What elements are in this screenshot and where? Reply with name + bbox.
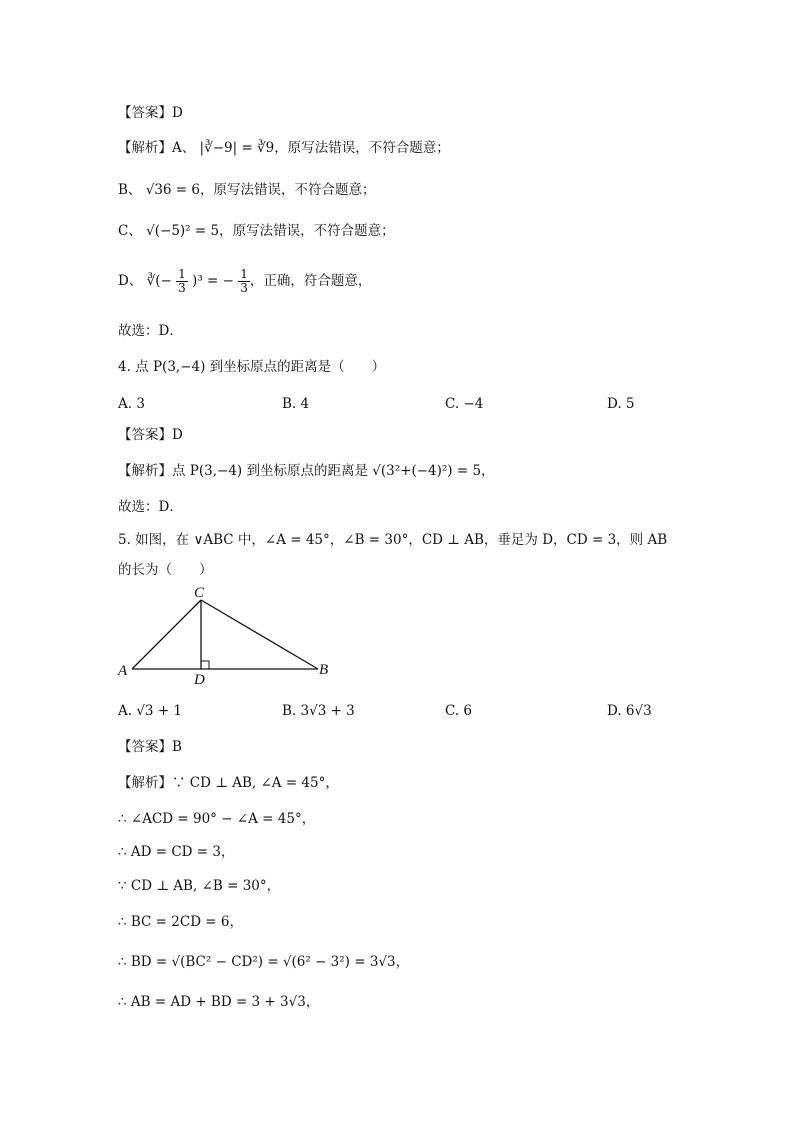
option-d-note: ，正确，符合题意， [249,273,372,289]
option-c-expression: √(−5)² = 5 [146,223,220,239]
q5-question-line2: 的长为（ ） [118,562,213,578]
right-angle-mark [201,661,209,669]
q5-step: ∴ BD = √(BC² − CD²) = √(6² − 3²) = 3√3， [118,954,410,970]
vertex-label-b: B [319,662,329,678]
option-c-label: C、 [118,223,142,239]
option-a-expression: |∛−9| = ∛9 [199,140,275,156]
q3-choose: 故选：D． [118,323,183,339]
q5-option-d: D. 6√3 [607,703,652,719]
q5-step: ∴ BC = 2CD = 6， [118,914,244,930]
q5-question-line1: 5. 如图，在 ∨ABC 中，∠A = 45°，∠B = 30°，CD ⊥ AB，垂足为 D，CD = 3，则 AB [118,532,668,548]
fraction-one-third-b [238,268,250,295]
q5-answer: 【答案】B [118,739,182,755]
analysis-label: 【解析】 [118,140,172,156]
vertex-label-a: A [118,663,128,679]
q5-step: ∴ AD = CD = 3， [118,844,235,860]
q4-question: 4. 点 P(3,−4) 到坐标原点的距离是（ ） [118,359,386,375]
q4-option-a: A. 3 [118,396,145,412]
triangle-figure [110,582,340,688]
q3-analysis-d [118,268,371,295]
option-a-note: ，原写法错误，不符合题意； [274,140,450,156]
q5-step: ∴ AB = AD + BD = 3 + 3√3， [118,994,320,1010]
vertex-label-d: D [194,672,205,688]
q4-option-c: C. −4 [445,396,484,412]
vertex-label-c: C [194,585,205,601]
q5-step: 【解析】∵ CD ⊥ AB, ∠A = 45°， [118,775,339,791]
option-c-note: ，原写法错误，不符合题意； [219,223,395,239]
q3-analysis-a [118,138,450,158]
q5-step: ∴ ∠ACD = 90° − ∠A = 45°， [118,811,316,827]
option-d-expression-right: )³ = − [192,273,234,289]
fraction-denominator: 3 [178,281,186,295]
q3-analysis-c [118,221,395,241]
option-b-expression: √36 = 6 [145,182,200,198]
q4-analysis: 【解析】点 P(3,−4) 到坐标原点的距离是 √(3²+(−4)²) = 5， [118,463,495,479]
side-cb [201,600,318,669]
option-d-expression-left: ∛(− [146,273,172,289]
q3-analysis-b [118,180,375,200]
q4-answer: 【答案】D [118,427,183,443]
q3-answer: 【答案】D [118,105,183,121]
q5-option-c: C. 6 [445,703,473,719]
q4-option-b: B. 4 [282,396,310,412]
side-ac [132,600,201,669]
option-b-note: ，原写法错误，不符合题意； [199,182,376,198]
q4-option-d: D. 5 [607,396,635,412]
option-a-label: A、 [172,140,196,156]
fraction-denominator: 3 [240,281,248,295]
fraction-numerator: 1 [240,267,248,281]
q4-choose: 故选：D． [118,499,183,515]
fraction-one-third-a [176,268,188,295]
fraction-numerator: 1 [178,267,186,281]
q5-option-a: A. √3 + 1 [118,703,183,719]
q5-option-b: B. 3√3 + 3 [282,703,355,719]
option-d-label: D、 [118,273,143,289]
q5-step: ∵ CD ⊥ AB, ∠B = 30°， [118,878,281,894]
option-b-label: B、 [118,182,142,198]
